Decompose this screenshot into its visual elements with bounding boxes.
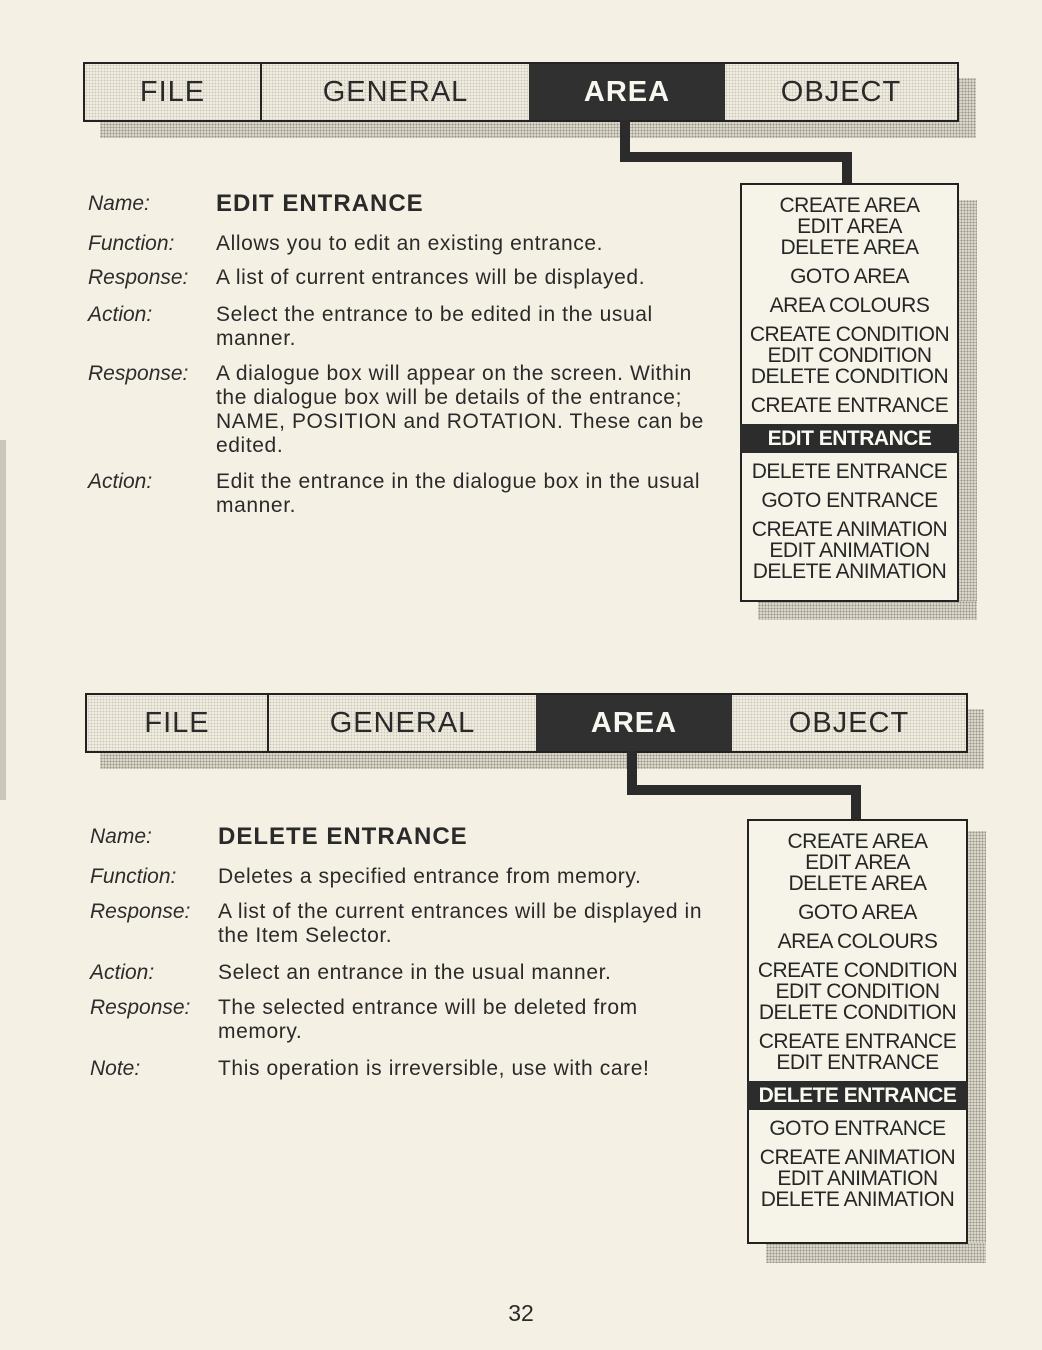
entry-text: A dialogue box will appear on the screen. Within the dialogue box will be details of the entrance; NAME, POSITION and ROTATION. These can be edited. <box>216 362 704 457</box>
menubar-shadow <box>100 751 976 769</box>
entry-row <box>88 266 721 290</box>
menu-item-edit-animation[interactable]: EDIT ANIMATION <box>769 539 930 562</box>
entry-row <box>90 865 728 889</box>
dropdown-shadow <box>957 200 977 620</box>
area-dropdown-menu <box>747 819 968 1244</box>
menu-item-goto-entrance[interactable]: GOTO ENTRANCE <box>769 1117 946 1140</box>
tab-area[interactable]: AREA <box>536 695 732 751</box>
menu-item-create-animation[interactable]: CREATE ANIMATION <box>751 518 948 541</box>
menu-item-create-area[interactable]: CREATE AREA <box>779 194 920 217</box>
entry-text: Edit the entrance in the dialogue box in the usual manner. <box>216 470 701 517</box>
menu-connector <box>851 785 861 819</box>
entry-label: Function: <box>90 865 177 888</box>
entry-row <box>88 232 721 256</box>
menubar-shadow <box>966 709 984 769</box>
menu-item-edit-animation[interactable]: EDIT ANIMATION <box>777 1167 938 1190</box>
entry-name-row <box>90 825 728 849</box>
menu-item-create-entrance[interactable]: CREATE ENTRANCE <box>758 1030 957 1053</box>
dropdown-shadow <box>758 601 977 620</box>
menu-item-delete-condition[interactable]: DELETE CONDITION <box>750 365 949 388</box>
menu-item-edit-condition[interactable]: EDIT CONDITION <box>775 980 940 1003</box>
entry-label: Action: <box>90 961 155 984</box>
tab-file[interactable]: FILE <box>85 64 262 120</box>
entry-label: Name: <box>90 825 152 848</box>
entry-title: DELETE ENTRANCE <box>218 823 468 850</box>
entry-label: Name: <box>88 192 150 215</box>
menu-item-create-animation[interactable]: CREATE ANIMATION <box>759 1146 956 1169</box>
entry-row <box>88 470 721 518</box>
menu-item-edit-entrance[interactable]: EDIT ENTRANCE <box>740 424 959 453</box>
entry-text: A list of current entrances will be displayed. <box>216 266 646 289</box>
entry-row <box>90 900 728 948</box>
tab-file[interactable]: FILE <box>87 695 269 751</box>
menu-item-create-entrance[interactable]: CREATE ENTRANCE <box>750 394 949 417</box>
entry-label: Note: <box>90 1057 141 1080</box>
menu-item-delete-entrance[interactable]: DELETE ENTRANCE <box>747 1081 968 1110</box>
menu-item-delete-condition[interactable]: DELETE CONDITION <box>758 1001 957 1024</box>
tab-general[interactable]: GENERAL <box>269 695 536 751</box>
menubar-shadow <box>958 78 976 138</box>
entry-label: Action: <box>88 303 153 326</box>
menu-item-delete-animation[interactable]: DELETE ANIMATION <box>752 560 947 583</box>
tab-general[interactable]: GENERAL <box>262 64 529 120</box>
entry-label: Action: <box>88 470 153 493</box>
entry-row <box>90 1057 728 1081</box>
entry-label: Response: <box>90 996 191 1019</box>
page-number: 32 <box>508 1300 534 1326</box>
menu-item-create-condition[interactable]: CREATE CONDITION <box>757 959 958 982</box>
menu-bar <box>85 693 968 753</box>
entry-text: Select an entrance in the usual manner. <box>218 961 612 984</box>
tab-object[interactable]: OBJECT <box>725 64 957 120</box>
page-edge-mark <box>0 440 6 800</box>
entry-title: EDIT ENTRANCE <box>216 190 424 217</box>
entry-label: Response: <box>88 362 189 385</box>
entry-text: This operation is irreversible, use with care! <box>218 1057 650 1080</box>
menu-item-edit-area[interactable]: EDIT AREA <box>805 851 910 874</box>
tab-area[interactable]: AREA <box>529 64 725 120</box>
dropdown-shadow <box>966 831 986 1263</box>
menu-item-goto-area[interactable]: GOTO AREA <box>790 265 909 288</box>
entry-label: Response: <box>90 900 191 923</box>
menu-item-create-condition[interactable]: CREATE CONDITION <box>749 323 950 346</box>
entry-text: Select the entrance to be edited in the usual manner. <box>216 303 653 350</box>
menu-connector <box>842 152 852 185</box>
menubar-shadow <box>100 120 976 138</box>
dropdown-shadow <box>766 1243 986 1263</box>
entry-text: Deletes a specified entrance from memory. <box>218 865 642 888</box>
menu-item-area-colours[interactable]: AREA COLOURS <box>777 930 938 953</box>
entry-text: The selected entrance will be deleted from memory. <box>218 996 638 1043</box>
entry-name-row <box>88 192 721 216</box>
menu-item-edit-area[interactable]: EDIT AREA <box>797 215 902 238</box>
entry-label: Response: <box>88 266 189 289</box>
menu-item-area-colours[interactable]: AREA COLOURS <box>769 294 930 317</box>
tab-object[interactable]: OBJECT <box>732 695 966 751</box>
menu-item-delete-area[interactable]: DELETE AREA <box>788 872 927 895</box>
entry-text: Allows you to edit an existing entrance. <box>216 232 604 255</box>
entry-label: Function: <box>88 232 175 255</box>
menu-connector <box>627 785 861 795</box>
menu-item-edit-entrance[interactable]: EDIT ENTRANCE <box>776 1051 939 1074</box>
area-dropdown-menu <box>740 183 959 602</box>
entry-text: A list of the current entrances will be displayed in the Item Selector. <box>218 900 703 947</box>
entry-row <box>90 961 728 985</box>
menu-item-delete-area[interactable]: DELETE AREA <box>780 236 919 259</box>
menu-item-edit-condition[interactable]: EDIT CONDITION <box>767 344 932 367</box>
menu-connector <box>620 152 852 162</box>
menu-item-delete-animation[interactable]: DELETE ANIMATION <box>760 1188 955 1211</box>
menu-item-create-area[interactable]: CREATE AREA <box>787 830 928 853</box>
menu-item-goto-area[interactable]: GOTO AREA <box>798 901 917 924</box>
entry-row <box>90 996 728 1044</box>
menu-item-goto-entrance[interactable]: GOTO ENTRANCE <box>761 489 938 512</box>
menu-bar <box>83 62 959 122</box>
entry-row <box>88 303 721 351</box>
entry-row <box>88 362 721 458</box>
menu-item-delete-entrance[interactable]: DELETE ENTRANCE <box>751 460 948 483</box>
